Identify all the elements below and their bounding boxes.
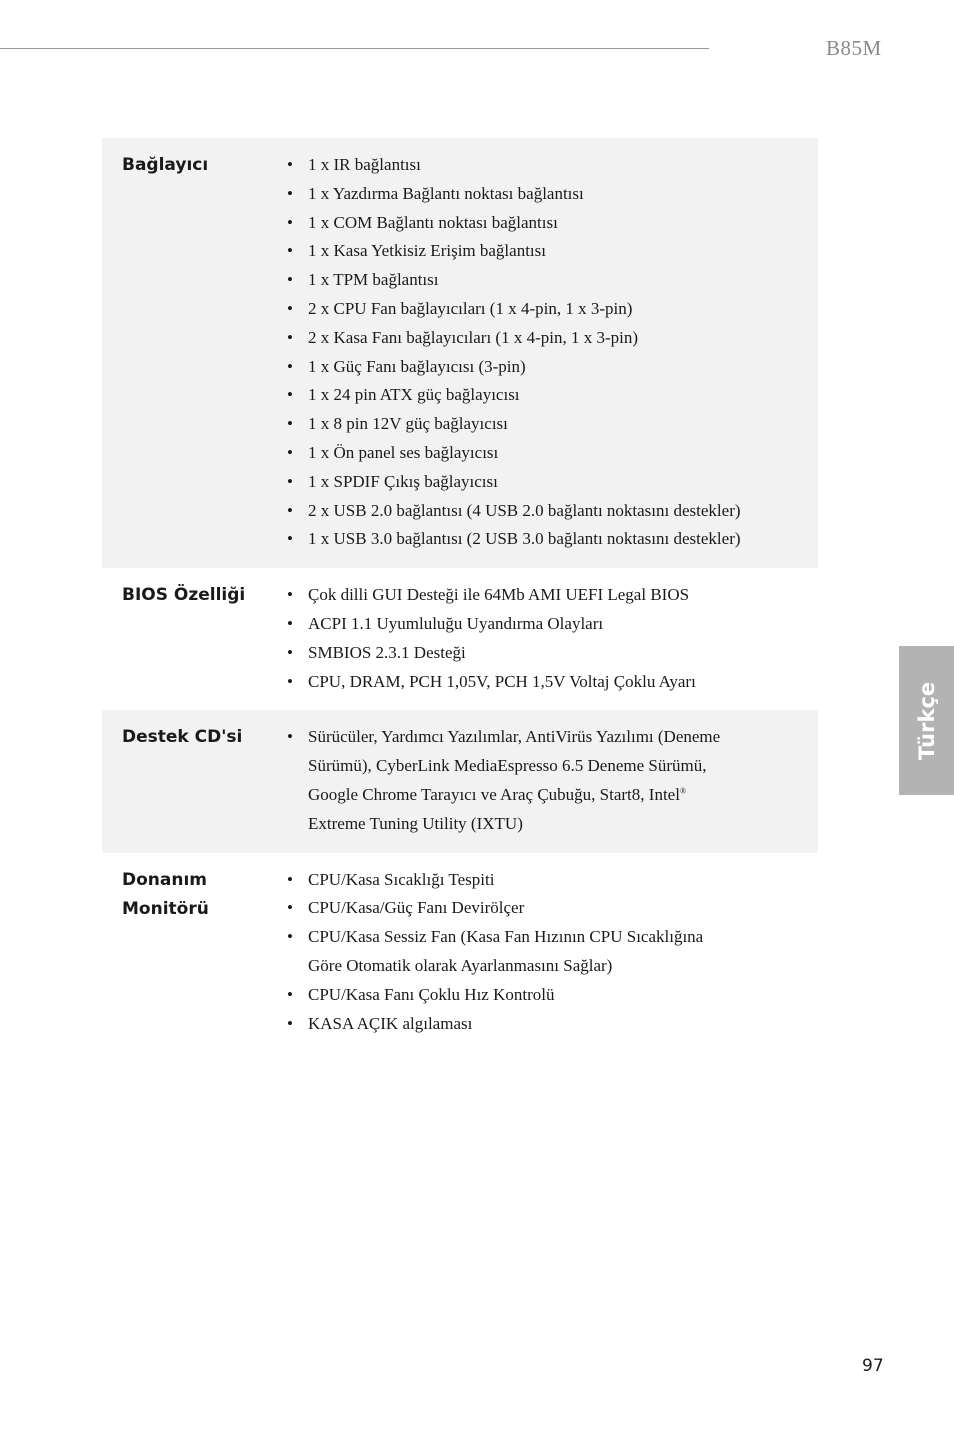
list-item-line: Sürümü), CyberLink MediaEspresso 6.5 Deneme Sürümü, — [308, 756, 707, 776]
list-item: • Çok dilli GUI Desteği ile 64Mb AMI UEFI Legal BIOS — [287, 581, 798, 610]
spec-row-bios — [102, 568, 818, 710]
list-item: • CPU/Kasa/Güç Fanı Devirölçer — [287, 894, 798, 923]
list-item — [287, 723, 798, 838]
spec-list — [287, 866, 818, 1039]
spec-table — [102, 138, 818, 1052]
list-item: • 1 x Kasa Yetkisiz Erişim bağlantısı — [287, 237, 798, 266]
list-item: • 1 x 8 pin 12V güç bağlayıcısı — [287, 410, 798, 439]
list-item: • CPU/Kasa Sıcaklığı Tespiti — [287, 866, 798, 895]
spec-row-support-cd — [102, 710, 818, 852]
list-item-line: Sürücüler, Yardımcı Yazılımlar, AntiVirüs Yazılımı (Deneme — [308, 727, 721, 747]
spec-list — [287, 723, 818, 838]
spec-row-connectors — [102, 138, 818, 568]
spec-list — [287, 151, 818, 554]
list-item: • ACPI 1.1 Uyumluluğu Uyandırma Olayları — [287, 610, 798, 639]
row-label-line: Donanım — [122, 869, 208, 890]
row-label-line: Monitörü — [122, 898, 209, 919]
list-item: • 1 x TPM bağlantısı — [287, 266, 798, 295]
list-item: • 1 x SPDIF Çıkış bağlayıcısı — [287, 468, 798, 497]
model-name: B85M — [826, 36, 882, 60]
list-item: • 1 x IR bağlantısı — [287, 151, 798, 180]
list-item: • CPU/Kasa Fanı Çoklu Hız Kontrolü — [287, 981, 798, 1010]
list-item: • CPU, DRAM, PCH 1,05V, PCH 1,5V Voltaj Çoklu Ayarı — [287, 668, 798, 697]
row-label — [102, 723, 287, 838]
list-item-line: Google Chrome Tarayıcı ve Araç Çubuğu, Start8, Intel — [308, 784, 680, 804]
page-number: 97 — [862, 1356, 884, 1376]
row-label — [102, 866, 287, 1039]
row-label-line: BIOS Özelliği — [122, 585, 246, 606]
language-tab — [899, 646, 954, 795]
list-item: • 2 x USB 2.0 bağlantısı (4 USB 2.0 bağlantı noktasını destekler) — [287, 497, 798, 526]
row-label — [102, 581, 287, 696]
row-label-line: Bağlayıcı — [122, 155, 209, 175]
list-item: • 2 x Kasa Fanı bağlayıcıları (1 x 4-pin, 1 x 3-pin) — [287, 324, 798, 353]
list-item: • 1 x USB 3.0 bağlantısı (2 USB 3.0 bağlantı noktasını destekler) — [287, 525, 798, 554]
list-item — [287, 923, 798, 981]
row-label-line: Destek CD'si — [122, 727, 243, 748]
registered-mark: ® — [679, 786, 687, 796]
list-item-line: Extreme Tuning Utility (IXTU) — [308, 813, 523, 833]
list-item: • 1 x Güç Fanı bağlayıcısı (3-pin) — [287, 353, 798, 382]
list-item: • 1 x Yazdırma Bağlantı noktası bağlantısı — [287, 180, 798, 209]
list-item: • SMBIOS 2.3.1 Desteği — [287, 639, 798, 668]
list-item-line: Göre Otomatik olarak Ayarlanmasını Sağlar) — [308, 955, 613, 975]
header-rule — [0, 48, 709, 49]
list-item: • 1 x Ön panel ses bağlayıcısı — [287, 439, 798, 468]
list-item: • KASA AÇIK algılaması — [287, 1010, 798, 1039]
spec-list — [287, 581, 818, 696]
list-item-line: CPU/Kasa Sessiz Fan (Kasa Fan Hızının CPU Sıcaklığına — [308, 927, 704, 947]
list-item: • 1 x 24 pin ATX güç bağlayıcısı — [287, 381, 798, 410]
list-item: • 2 x CPU Fan bağlayıcıları (1 x 4-pin, 1 x 3-pin) — [287, 295, 798, 324]
language-tab-label: Türkçe — [914, 681, 939, 760]
list-item: • 1 x COM Bağlantı noktası bağlantısı — [287, 209, 798, 238]
row-label — [102, 151, 287, 554]
spec-row-hardware-monitor — [102, 853, 818, 1053]
